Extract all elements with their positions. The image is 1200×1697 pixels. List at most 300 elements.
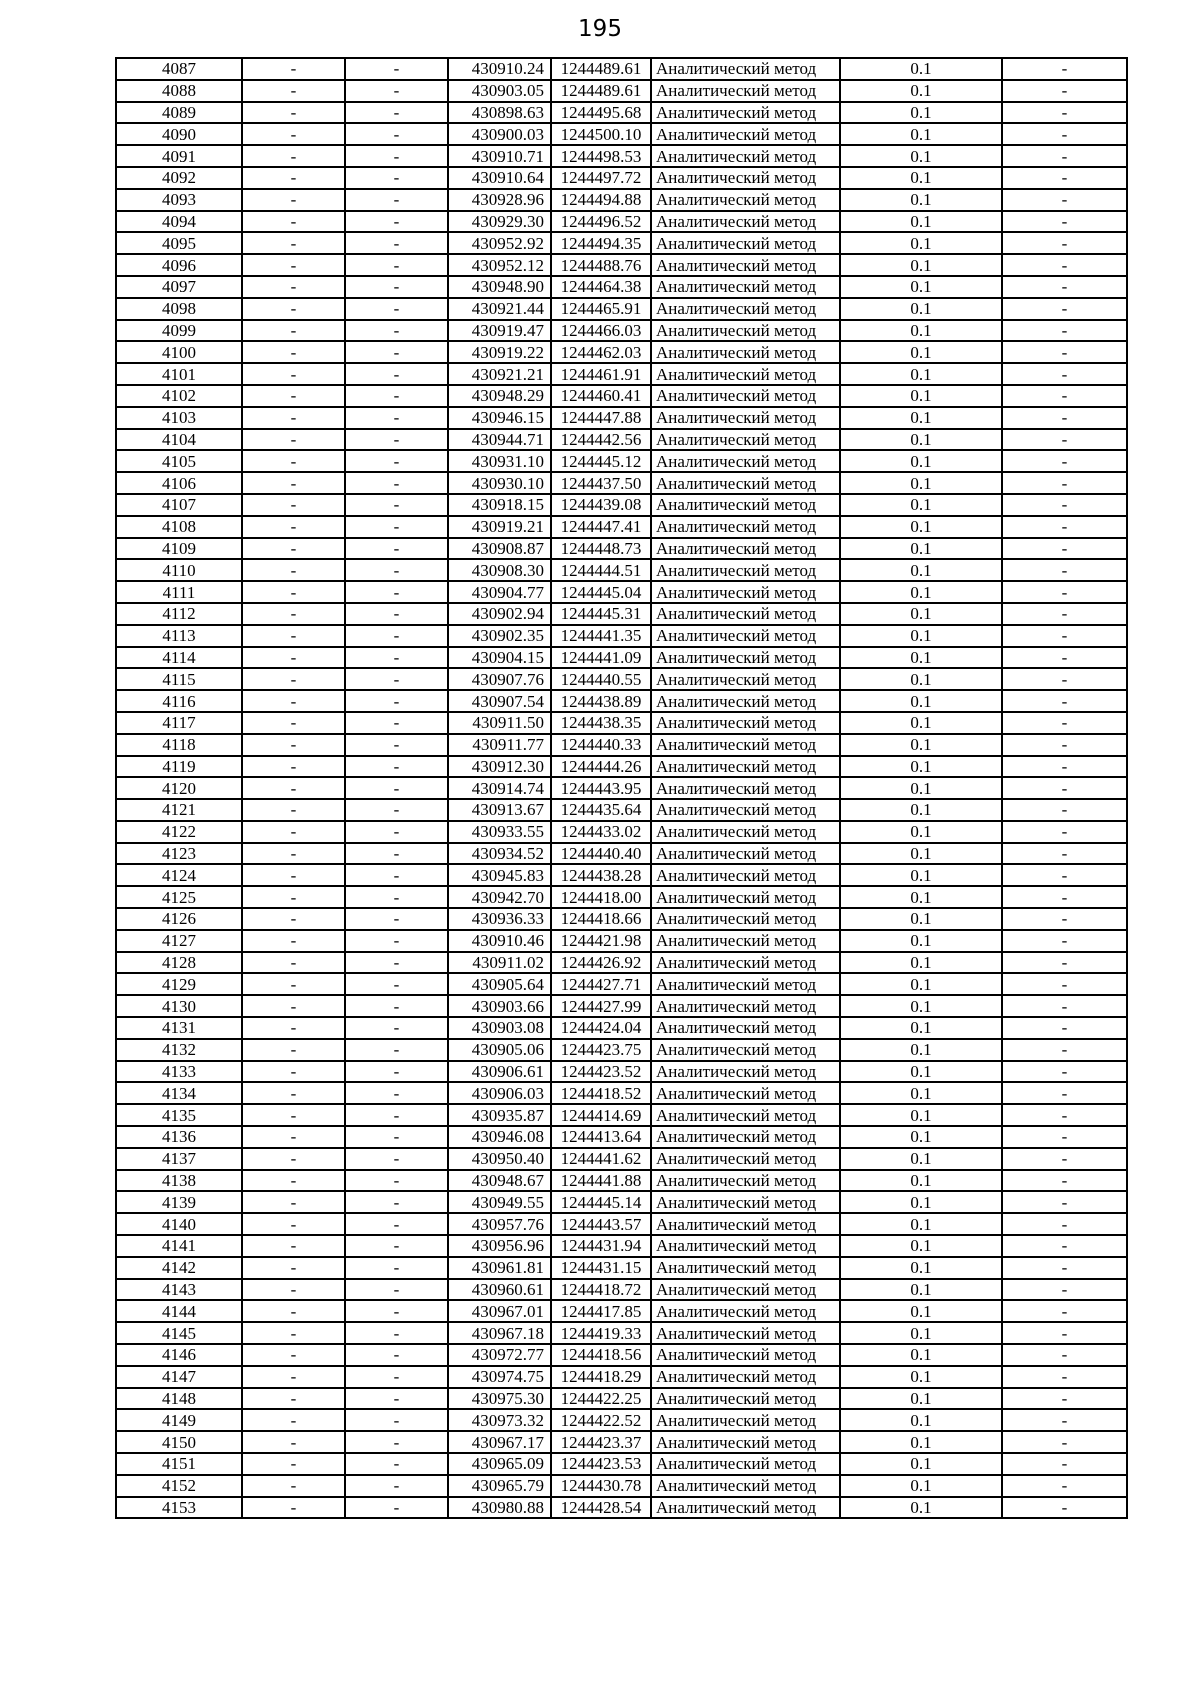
accuracy-cell: 0.1 — [840, 407, 1002, 429]
method-cell: Аналитический метод — [651, 712, 840, 734]
y-coordinate-cell: 1244418.56 — [551, 1344, 651, 1366]
table-row — [116, 1409, 1127, 1431]
table-row — [116, 973, 1127, 995]
y-coordinate-cell: 1244418.00 — [551, 886, 651, 908]
dash-cell: - — [242, 821, 345, 843]
dash-cell: - — [1002, 1431, 1127, 1453]
point-number-cell: 4114 — [116, 647, 242, 669]
dash-cell: - — [242, 1082, 345, 1104]
dash-cell: - — [242, 450, 345, 472]
x-coordinate-cell: 430913.67 — [448, 799, 551, 821]
table-row — [116, 1497, 1127, 1519]
y-coordinate-cell: 1244464.38 — [551, 276, 651, 298]
dash-cell: - — [1002, 973, 1127, 995]
y-coordinate-cell: 1244428.54 — [551, 1497, 651, 1519]
y-coordinate-cell: 1244444.26 — [551, 756, 651, 778]
accuracy-cell: 0.1 — [840, 603, 1002, 625]
point-number-cell: 4104 — [116, 429, 242, 451]
point-number-cell: 4102 — [116, 385, 242, 407]
y-coordinate-cell: 1244427.99 — [551, 995, 651, 1017]
dash-cell: - — [242, 1039, 345, 1061]
dash-cell: - — [1002, 298, 1127, 320]
dash-cell: - — [242, 538, 345, 560]
y-coordinate-cell: 1244441.35 — [551, 625, 651, 647]
accuracy-cell: 0.1 — [840, 167, 1002, 189]
point-number-cell: 4148 — [116, 1388, 242, 1410]
method-cell: Аналитический метод — [651, 625, 840, 647]
point-number-cell: 4116 — [116, 690, 242, 712]
x-coordinate-cell: 430910.24 — [448, 58, 551, 80]
dash-cell: - — [345, 102, 448, 124]
dash-cell: - — [345, 1409, 448, 1431]
table-row — [116, 516, 1127, 538]
dash-cell: - — [345, 1279, 448, 1301]
x-coordinate-cell: 430910.46 — [448, 930, 551, 952]
method-cell: Аналитический метод — [651, 1170, 840, 1192]
accuracy-cell: 0.1 — [840, 734, 1002, 756]
method-cell: Аналитический метод — [651, 559, 840, 581]
y-coordinate-cell: 1244443.95 — [551, 777, 651, 799]
accuracy-cell: 0.1 — [840, 276, 1002, 298]
dash-cell: - — [1002, 167, 1127, 189]
dash-cell: - — [345, 232, 448, 254]
dash-cell: - — [1002, 603, 1127, 625]
x-coordinate-cell: 430911.77 — [448, 734, 551, 756]
x-coordinate-cell: 430957.76 — [448, 1213, 551, 1235]
y-coordinate-cell: 1244427.71 — [551, 973, 651, 995]
dash-cell: - — [345, 1148, 448, 1170]
x-coordinate-cell: 430906.61 — [448, 1061, 551, 1083]
table-row — [116, 1235, 1127, 1257]
dash-cell: - — [242, 734, 345, 756]
table-row — [116, 908, 1127, 930]
y-coordinate-cell: 1244433.02 — [551, 821, 651, 843]
dash-cell: - — [242, 58, 345, 80]
accuracy-cell: 0.1 — [840, 1257, 1002, 1279]
method-cell: Аналитический метод — [651, 1235, 840, 1257]
table-row — [116, 799, 1127, 821]
x-coordinate-cell: 430906.03 — [448, 1082, 551, 1104]
x-coordinate-cell: 430904.15 — [448, 647, 551, 669]
dash-cell: - — [345, 494, 448, 516]
method-cell: Аналитический метод — [651, 864, 840, 886]
dash-cell: - — [242, 385, 345, 407]
y-coordinate-cell: 1244426.92 — [551, 952, 651, 974]
method-cell: Аналитический метод — [651, 407, 840, 429]
dash-cell: - — [345, 1300, 448, 1322]
dash-cell: - — [1002, 254, 1127, 276]
y-coordinate-cell: 1244435.64 — [551, 799, 651, 821]
accuracy-cell: 0.1 — [840, 1300, 1002, 1322]
point-number-cell: 4098 — [116, 298, 242, 320]
dash-cell: - — [242, 647, 345, 669]
dash-cell: - — [1002, 450, 1127, 472]
dash-cell: - — [242, 1453, 345, 1475]
dash-cell: - — [242, 254, 345, 276]
table-row — [116, 145, 1127, 167]
method-cell: Аналитический метод — [651, 647, 840, 669]
dash-cell: - — [242, 777, 345, 799]
dash-cell: - — [242, 886, 345, 908]
dash-cell: - — [1002, 429, 1127, 451]
y-coordinate-cell: 1244418.29 — [551, 1366, 651, 1388]
dash-cell: - — [345, 211, 448, 233]
x-coordinate-cell: 430961.81 — [448, 1257, 551, 1279]
table-row — [116, 80, 1127, 102]
dash-cell: - — [1002, 232, 1127, 254]
accuracy-cell: 0.1 — [840, 320, 1002, 342]
dash-cell: - — [1002, 1039, 1127, 1061]
y-coordinate-cell: 1244461.91 — [551, 363, 651, 385]
x-coordinate-cell: 430975.30 — [448, 1388, 551, 1410]
accuracy-cell: 0.1 — [840, 973, 1002, 995]
x-coordinate-cell: 430902.94 — [448, 603, 551, 625]
dash-cell: - — [1002, 712, 1127, 734]
y-coordinate-cell: 1244448.73 — [551, 538, 651, 560]
dash-cell: - — [345, 603, 448, 625]
accuracy-cell: 0.1 — [840, 450, 1002, 472]
dash-cell: - — [1002, 1191, 1127, 1213]
x-coordinate-cell: 430974.75 — [448, 1366, 551, 1388]
y-coordinate-cell: 1244441.62 — [551, 1148, 651, 1170]
x-coordinate-cell: 430967.17 — [448, 1431, 551, 1453]
table-row — [116, 1191, 1127, 1213]
dash-cell: - — [1002, 559, 1127, 581]
y-coordinate-cell: 1244445.12 — [551, 450, 651, 472]
dash-cell: - — [242, 1366, 345, 1388]
table-row — [116, 1453, 1127, 1475]
dash-cell: - — [242, 1300, 345, 1322]
accuracy-cell: 0.1 — [840, 690, 1002, 712]
x-coordinate-cell: 430921.21 — [448, 363, 551, 385]
method-cell: Аналитический метод — [651, 145, 840, 167]
table-row — [116, 538, 1127, 560]
method-cell: Аналитический метод — [651, 1148, 840, 1170]
method-cell: Аналитический метод — [651, 1126, 840, 1148]
dash-cell: - — [242, 1191, 345, 1213]
dash-cell: - — [242, 1257, 345, 1279]
point-number-cell: 4105 — [116, 450, 242, 472]
method-cell: Аналитический метод — [651, 1388, 840, 1410]
table-row — [116, 1475, 1127, 1497]
x-coordinate-cell: 430967.01 — [448, 1300, 551, 1322]
table-row — [116, 559, 1127, 581]
dash-cell: - — [1002, 1017, 1127, 1039]
dash-cell: - — [242, 973, 345, 995]
accuracy-cell: 0.1 — [840, 1388, 1002, 1410]
dash-cell: - — [242, 1475, 345, 1497]
y-coordinate-cell: 1244413.64 — [551, 1126, 651, 1148]
y-coordinate-cell: 1244498.53 — [551, 145, 651, 167]
point-number-cell: 4088 — [116, 80, 242, 102]
dash-cell: - — [1002, 886, 1127, 908]
table-row — [116, 1039, 1127, 1061]
y-coordinate-cell: 1244466.03 — [551, 320, 651, 342]
table-row — [116, 734, 1127, 756]
accuracy-cell: 0.1 — [840, 232, 1002, 254]
dash-cell: - — [345, 407, 448, 429]
accuracy-cell: 0.1 — [840, 472, 1002, 494]
dash-cell: - — [1002, 1061, 1127, 1083]
coordinates-table — [115, 57, 1128, 1519]
dash-cell: - — [1002, 1148, 1127, 1170]
dash-cell: - — [1002, 276, 1127, 298]
dash-cell: - — [345, 1388, 448, 1410]
x-coordinate-cell: 430912.30 — [448, 756, 551, 778]
dash-cell: - — [345, 1039, 448, 1061]
accuracy-cell: 0.1 — [840, 930, 1002, 952]
dash-cell: - — [345, 298, 448, 320]
dash-cell: - — [345, 777, 448, 799]
dash-cell: - — [242, 952, 345, 974]
dash-cell: - — [345, 1061, 448, 1083]
table-row — [116, 1104, 1127, 1126]
point-number-cell: 4149 — [116, 1409, 242, 1431]
y-coordinate-cell: 1244439.08 — [551, 494, 651, 516]
x-coordinate-cell: 430903.05 — [448, 80, 551, 102]
method-cell: Аналитический метод — [651, 538, 840, 560]
dash-cell: - — [242, 516, 345, 538]
dash-cell: - — [345, 1082, 448, 1104]
dash-cell: - — [1002, 494, 1127, 516]
y-coordinate-cell: 1244495.68 — [551, 102, 651, 124]
method-cell: Аналитический метод — [651, 734, 840, 756]
point-number-cell: 4145 — [116, 1322, 242, 1344]
dash-cell: - — [1002, 756, 1127, 778]
point-number-cell: 4094 — [116, 211, 242, 233]
dash-cell: - — [1002, 908, 1127, 930]
point-number-cell: 4120 — [116, 777, 242, 799]
method-cell: Аналитический метод — [651, 429, 840, 451]
table-row — [116, 341, 1127, 363]
x-coordinate-cell: 430948.67 — [448, 1170, 551, 1192]
dash-cell: - — [345, 625, 448, 647]
dash-cell: - — [1002, 80, 1127, 102]
x-coordinate-cell: 430930.10 — [448, 472, 551, 494]
x-coordinate-cell: 430946.15 — [448, 407, 551, 429]
x-coordinate-cell: 430929.30 — [448, 211, 551, 233]
dash-cell: - — [345, 1017, 448, 1039]
dash-cell: - — [1002, 952, 1127, 974]
y-coordinate-cell: 1244423.53 — [551, 1453, 651, 1475]
method-cell: Аналитический метод — [651, 1279, 840, 1301]
method-cell: Аналитический метод — [651, 952, 840, 974]
point-number-cell: 4107 — [116, 494, 242, 516]
method-cell: Аналитический метод — [651, 1104, 840, 1126]
method-cell: Аналитический метод — [651, 276, 840, 298]
accuracy-cell: 0.1 — [840, 1082, 1002, 1104]
point-number-cell: 4153 — [116, 1497, 242, 1519]
dash-cell: - — [345, 385, 448, 407]
x-coordinate-cell: 430965.79 — [448, 1475, 551, 1497]
point-number-cell: 4123 — [116, 843, 242, 865]
method-cell: Аналитический метод — [651, 123, 840, 145]
y-coordinate-cell: 1244445.04 — [551, 581, 651, 603]
point-number-cell: 4108 — [116, 516, 242, 538]
table-row — [116, 1126, 1127, 1148]
dash-cell: - — [242, 581, 345, 603]
dash-cell: - — [345, 429, 448, 451]
method-cell: Аналитический метод — [651, 1082, 840, 1104]
table-row — [116, 777, 1127, 799]
y-coordinate-cell: 1244489.61 — [551, 58, 651, 80]
accuracy-cell: 0.1 — [840, 1017, 1002, 1039]
method-cell: Аналитический метод — [651, 1061, 840, 1083]
point-number-cell: 4127 — [116, 930, 242, 952]
dash-cell: - — [1002, 1279, 1127, 1301]
accuracy-cell: 0.1 — [840, 668, 1002, 690]
dash-cell: - — [345, 581, 448, 603]
accuracy-cell: 0.1 — [840, 1344, 1002, 1366]
table-row — [116, 189, 1127, 211]
method-cell: Аналитический метод — [651, 995, 840, 1017]
dash-cell: - — [345, 647, 448, 669]
accuracy-cell: 0.1 — [840, 1366, 1002, 1388]
dash-cell: - — [345, 1213, 448, 1235]
dash-cell: - — [1002, 538, 1127, 560]
y-coordinate-cell: 1244500.10 — [551, 123, 651, 145]
point-number-cell: 4117 — [116, 712, 242, 734]
dash-cell: - — [1002, 1170, 1127, 1192]
accuracy-cell: 0.1 — [840, 341, 1002, 363]
y-coordinate-cell: 1244497.72 — [551, 167, 651, 189]
dash-cell: - — [242, 930, 345, 952]
dash-cell: - — [1002, 864, 1127, 886]
method-cell: Аналитический метод — [651, 494, 840, 516]
table-row — [116, 58, 1127, 80]
dash-cell: - — [345, 1431, 448, 1453]
dash-cell: - — [345, 189, 448, 211]
method-cell: Аналитический метод — [651, 1344, 840, 1366]
point-number-cell: 4151 — [116, 1453, 242, 1475]
accuracy-cell: 0.1 — [840, 429, 1002, 451]
table-row — [116, 1344, 1127, 1366]
x-coordinate-cell: 430934.52 — [448, 843, 551, 865]
point-number-cell: 4111 — [116, 581, 242, 603]
dash-cell: - — [345, 320, 448, 342]
accuracy-cell: 0.1 — [840, 625, 1002, 647]
dash-cell: - — [242, 320, 345, 342]
point-number-cell: 4126 — [116, 908, 242, 930]
dash-cell: - — [242, 80, 345, 102]
accuracy-cell: 0.1 — [840, 1279, 1002, 1301]
method-cell: Аналитический метод — [651, 1300, 840, 1322]
point-number-cell: 4100 — [116, 341, 242, 363]
table-row — [116, 450, 1127, 472]
point-number-cell: 4096 — [116, 254, 242, 276]
x-coordinate-cell: 430935.87 — [448, 1104, 551, 1126]
accuracy-cell: 0.1 — [840, 1148, 1002, 1170]
accuracy-cell: 0.1 — [840, 1497, 1002, 1519]
table-row — [116, 320, 1127, 342]
y-coordinate-cell: 1244441.09 — [551, 647, 651, 669]
point-number-cell: 4092 — [116, 167, 242, 189]
dash-cell: - — [345, 516, 448, 538]
method-cell: Аналитический метод — [651, 1322, 840, 1344]
table-row — [116, 1061, 1127, 1083]
accuracy-cell: 0.1 — [840, 1213, 1002, 1235]
method-cell: Аналитический метод — [651, 298, 840, 320]
y-coordinate-cell: 1244422.52 — [551, 1409, 651, 1431]
point-number-cell: 4112 — [116, 603, 242, 625]
table-row — [116, 1366, 1127, 1388]
table-row — [116, 712, 1127, 734]
dash-cell: - — [1002, 1453, 1127, 1475]
method-cell: Аналитический метод — [651, 843, 840, 865]
y-coordinate-cell: 1244437.50 — [551, 472, 651, 494]
y-coordinate-cell: 1244422.25 — [551, 1388, 651, 1410]
accuracy-cell: 0.1 — [840, 1322, 1002, 1344]
dash-cell: - — [242, 189, 345, 211]
y-coordinate-cell: 1244418.72 — [551, 1279, 651, 1301]
x-coordinate-cell: 430948.90 — [448, 276, 551, 298]
accuracy-cell: 0.1 — [840, 1191, 1002, 1213]
dash-cell: - — [345, 690, 448, 712]
y-coordinate-cell: 1244438.35 — [551, 712, 651, 734]
x-coordinate-cell: 430950.40 — [448, 1148, 551, 1170]
x-coordinate-cell: 430945.83 — [448, 864, 551, 886]
dash-cell: - — [345, 952, 448, 974]
dash-cell: - — [345, 1497, 448, 1519]
y-coordinate-cell: 1244494.88 — [551, 189, 651, 211]
dash-cell: - — [242, 712, 345, 734]
x-coordinate-cell: 430946.08 — [448, 1126, 551, 1148]
method-cell: Аналитический метод — [651, 58, 840, 80]
x-coordinate-cell: 430905.06 — [448, 1039, 551, 1061]
x-coordinate-cell: 430900.03 — [448, 123, 551, 145]
dash-cell: - — [1002, 734, 1127, 756]
accuracy-cell: 0.1 — [840, 80, 1002, 102]
method-cell: Аналитический метод — [651, 1453, 840, 1475]
point-number-cell: 4134 — [116, 1082, 242, 1104]
point-number-cell: 4119 — [116, 756, 242, 778]
point-number-cell: 4125 — [116, 886, 242, 908]
y-coordinate-cell: 1244443.57 — [551, 1213, 651, 1235]
method-cell: Аналитический метод — [651, 385, 840, 407]
point-number-cell: 4109 — [116, 538, 242, 560]
table-row — [116, 407, 1127, 429]
table-row — [116, 1388, 1127, 1410]
dash-cell: - — [345, 886, 448, 908]
point-number-cell: 4136 — [116, 1126, 242, 1148]
dash-cell: - — [345, 995, 448, 1017]
dash-cell: - — [242, 1061, 345, 1083]
x-coordinate-cell: 430918.15 — [448, 494, 551, 516]
dash-cell: - — [242, 102, 345, 124]
point-number-cell: 4093 — [116, 189, 242, 211]
x-coordinate-cell: 430911.50 — [448, 712, 551, 734]
y-coordinate-cell: 1244445.31 — [551, 603, 651, 625]
dash-cell: - — [345, 756, 448, 778]
y-coordinate-cell: 1244447.41 — [551, 516, 651, 538]
accuracy-cell: 0.1 — [840, 1235, 1002, 1257]
table-row — [116, 167, 1127, 189]
accuracy-cell: 0.1 — [840, 145, 1002, 167]
dash-cell: - — [242, 1388, 345, 1410]
point-number-cell: 4091 — [116, 145, 242, 167]
x-coordinate-cell: 430898.63 — [448, 102, 551, 124]
point-number-cell: 4113 — [116, 625, 242, 647]
method-cell: Аналитический метод — [651, 973, 840, 995]
method-cell: Аналитический метод — [651, 102, 840, 124]
point-number-cell: 4129 — [116, 973, 242, 995]
x-coordinate-cell: 430904.77 — [448, 581, 551, 603]
dash-cell: - — [242, 756, 345, 778]
dash-cell: - — [1002, 843, 1127, 865]
dash-cell: - — [242, 145, 345, 167]
dash-cell: - — [1002, 1235, 1127, 1257]
accuracy-cell: 0.1 — [840, 1061, 1002, 1083]
